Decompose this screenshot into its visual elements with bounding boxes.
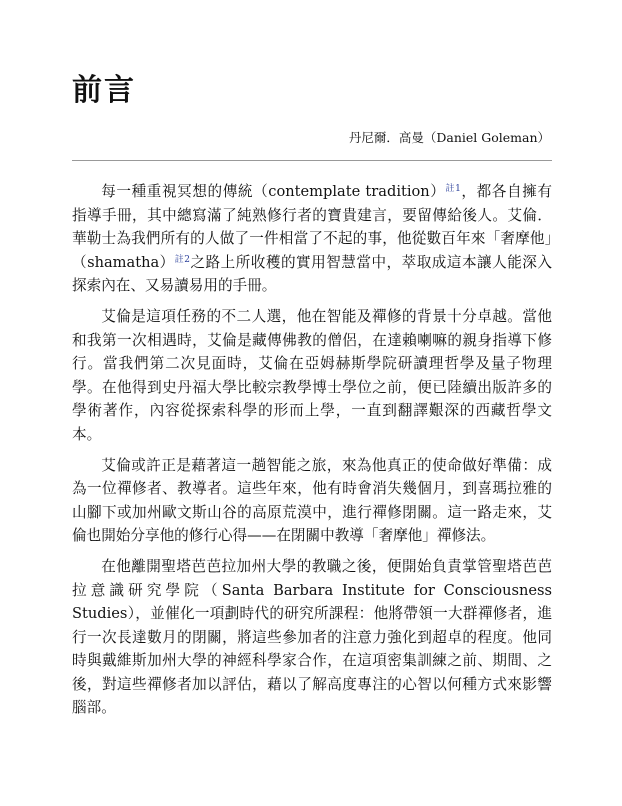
paragraph-4: 在他離開聖塔芭芭拉加州大學的教職之後，便開始負責掌管聖塔芭芭拉意識研究學院（Santa Barbara Institute for Consciousness Studies），並催化一項劃時代的研究所課程：他將帶領一大群禪修者，進行一次長達數月的閉關，將這些參加者的注意力強化到超卓的程度。他同時與戴維斯加州大學的神經科學家合作，在這項密集訓練之前、期間、之後，對這些禪修者加以評估，藉以了解高度專注的心智以何種方式來影響腦部。 <box>72 557 552 717</box>
footnote-2-link[interactable]: 註2 <box>174 254 190 265</box>
paragraph-1-part-a: 每一種重視冥想的傳統（contemplate tradition） <box>101 183 446 200</box>
paragraph-2: 艾倫是這項任務的不二人選，他在智能及禪修的背景十分卓越。當他和我第一次相遇時，艾倫是藏傳佛教的僧侶，在達賴喇嘛的親身指導下修行。當我們第二次見面時，艾倫在亞姆赫斯學院研讀理哲學及量子物理學。在他得到史丹福大學比較宗教學博士學位之前，便已陸續出版許多的學術著作，內容從探索科學的形而上學，一直到翻譯艱深的西藏哲學文本。 <box>72 307 552 443</box>
author-byline: 丹尼爾．高曼（Daniel Goleman） <box>348 130 550 145</box>
divider <box>72 160 552 161</box>
footnote-1-link[interactable]: 註1 <box>445 184 461 194</box>
paragraph-1-part-c: 之路上所收穫的實用智慧當中，萃取成這本讓人能深入探索內在、又易讀易用的手冊。 <box>72 253 552 295</box>
paragraph-3: 艾倫或許正是藉著這一趟智能之旅，來為他真正的使命做好準備：成為一位禪修者、教導者。這些年來，他有時會消失幾個月，到喜瑪拉雅的山腳下或加州歐文斯山谷的高原荒漠中，進行禪修閉關。這一路走來，艾倫也開始分享他的修行心得——在閉關中教導「奢摩他」禪修法。 <box>72 456 552 545</box>
paragraph-1-part-b: ，都各自擁有指導手冊，其中總寫滿了純熟修行者的寶貴建言，要留傳給後人。艾倫．華勒士為我們所有的人做了一件相當了不起的事，他從數百年來「奢摩他」（shamatha） <box>72 183 552 271</box>
page-title: 前言 <box>72 73 136 108</box>
main-text <box>72 180 552 727</box>
paragraph-1 <box>72 180 552 298</box>
